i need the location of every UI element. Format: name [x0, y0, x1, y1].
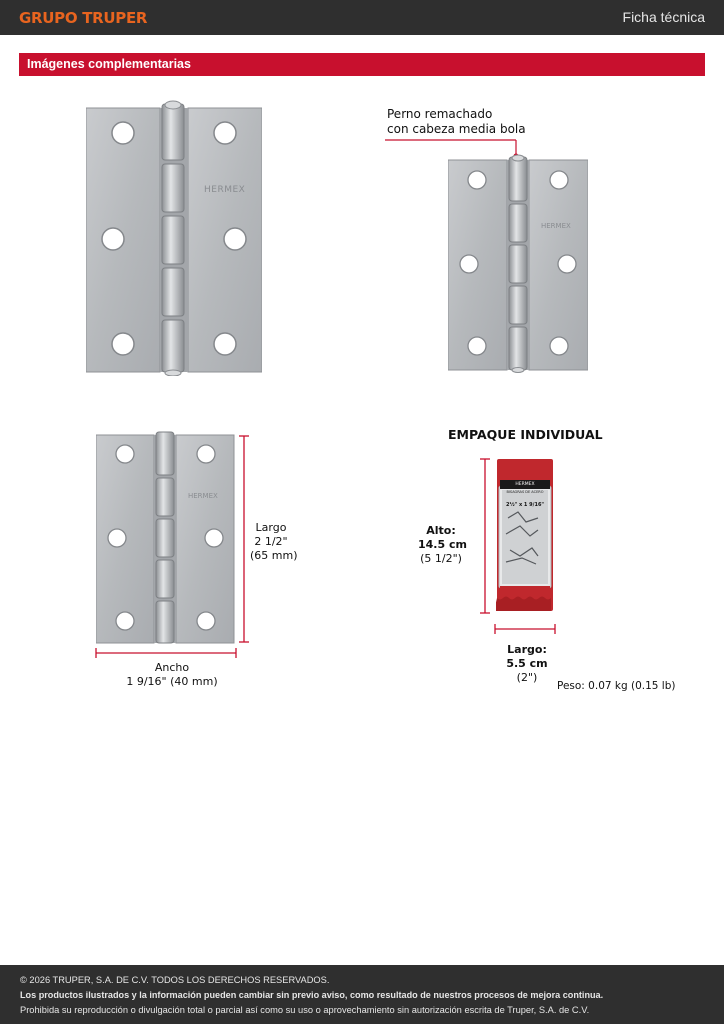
top-header [0, 0, 724, 35]
length-label-title: Largo [255, 521, 287, 534]
width-label-value: 1 9/16" (40 mm) [126, 675, 218, 688]
package-card-size: 2½" x 1 9/16" [505, 502, 545, 508]
footer [0, 965, 724, 1024]
brand-logo: GRUPO TRUPER [19, 9, 148, 27]
package-height-label [418, 524, 467, 566]
package-length-dimension-line [492, 622, 558, 636]
package-height-cm: 14.5 cm [418, 538, 467, 551]
footer-notice: Los productos ilustrados y la información pueden cambiar sin previo aviso, como resultado de nuestros procesos de mejora continua. [20, 990, 604, 1000]
length-label [250, 521, 298, 563]
package-title: EMPAQUE INDIVIDUAL [448, 427, 603, 442]
hinge-brand-stamp: HERMEX [541, 222, 571, 230]
package-image [496, 458, 554, 612]
document-type: Ficha técnica [622, 9, 705, 25]
length-label-mm: (65 mm) [250, 549, 298, 562]
rivet-callout-line-2: con cabeza media bola [387, 122, 526, 136]
package-height-title: Alto: [426, 524, 456, 537]
width-label [112, 661, 232, 689]
package-weight: Peso: 0.07 kg (0.15 lb) [557, 680, 676, 692]
package-length-label [502, 643, 552, 685]
package-height-inches: (5 1/2") [420, 552, 462, 565]
length-dimension-line [237, 432, 251, 646]
package-length-title: Largo: [507, 643, 547, 656]
package-length-cm: 5.5 cm [506, 657, 548, 670]
width-label-title: Ancho [154, 661, 190, 674]
length-label-inches: 2 1/2" [254, 535, 288, 548]
footer-copyright: © 2026 TRUPER, S.A. DE C.V. TODOS LOS DERECHOS RESERVADOS. [20, 975, 330, 985]
section-title: Imágenes complementarias [27, 57, 191, 71]
hinge-dimensioned-image [96, 430, 238, 646]
package-card-brand: HERMEX [500, 480, 550, 489]
package-length-inches: (2") [516, 671, 538, 684]
hinge-brand-stamp: HERMEX [204, 185, 246, 195]
footer-prohibition: Prohibida su reproducción o divulgación total o parcial así como su uso o aprovechamiento sin autorización escrita de Truper, S.A. de C.V. [20, 1005, 590, 1015]
width-dimension-line [94, 646, 238, 660]
package-height-dimension-line [478, 456, 492, 616]
hinge-front-image [86, 100, 262, 376]
rivet-callout [387, 107, 526, 137]
rivet-callout-line-1: Perno remachado [387, 107, 493, 121]
package-card-title: BISAGRAS DE ACERO [506, 490, 544, 494]
section-header [19, 53, 705, 76]
hinge-brand-stamp: HERMEX [188, 492, 218, 500]
hinge-rivet-image [448, 154, 588, 374]
